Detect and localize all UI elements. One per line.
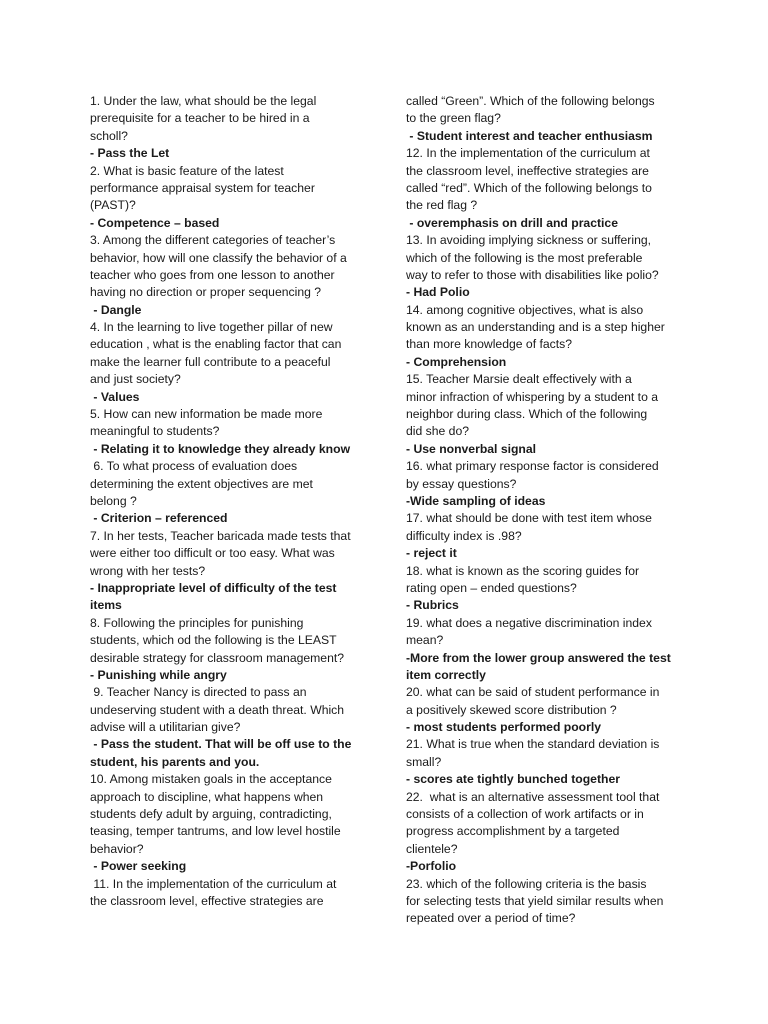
question-line: 3. Among the different categories of teacher’s bbox=[90, 233, 336, 248]
question-line: teacher who goes from one lesson to another bbox=[90, 267, 335, 282]
question-line: 19. what does a negative discrimination index bbox=[406, 615, 652, 630]
question-line: 11. In the implementation of the curriculum at bbox=[90, 876, 337, 891]
question-line: difficulty index is .98? bbox=[406, 528, 522, 543]
question-line: the classroom level, effective strategies are bbox=[90, 893, 324, 908]
question-line: performance appraisal system for teacher bbox=[90, 180, 315, 195]
question-line: and just society? bbox=[90, 372, 181, 387]
question-line: way to refer to those with disabilities like polio? bbox=[406, 267, 659, 282]
question-line: teasing, temper tantrums, and low level hostile bbox=[90, 824, 341, 839]
answer-line: - Rubrics bbox=[406, 598, 459, 613]
question-line: than more knowledge of facts? bbox=[406, 337, 572, 352]
question-line: 1. Under the law, what should be the legal bbox=[90, 94, 317, 108]
answer-line: -Porfolio bbox=[406, 859, 457, 874]
question-line: neighbor during class. Which of the following bbox=[406, 407, 648, 422]
answer-line: - Dangle bbox=[90, 302, 142, 317]
answer-line: - Competence – based bbox=[90, 215, 220, 230]
answer-line: - Punishing while angry bbox=[90, 667, 227, 682]
answer-line: - Use nonverbal signal bbox=[406, 441, 537, 456]
question-line: 14. among cognitive objectives, what is also bbox=[406, 302, 644, 317]
question-line: 4. In the learning to live together pillar of new bbox=[90, 320, 333, 335]
question-line: 9. Teacher Nancy is directed to pass an bbox=[90, 685, 307, 700]
question-line: 8. Following the principles for punishing bbox=[90, 615, 304, 630]
question-line: prerequisite for a teacher to be hired in a bbox=[90, 111, 310, 126]
question-line: small? bbox=[406, 754, 442, 769]
right-text-column bbox=[406, 93, 686, 928]
question-line: 13. In avoiding implying sickness or suffering, bbox=[406, 233, 652, 248]
question-line: consists of a collection of work artifacts or in bbox=[406, 807, 644, 822]
question-line: rating open – ended questions? bbox=[406, 580, 577, 595]
question-line: make the learner full contribute to a peaceful bbox=[90, 354, 331, 369]
question-line: 2. What is basic feature of the latest bbox=[90, 163, 284, 178]
answer-line: - scores ate tightly bunched together bbox=[406, 772, 620, 787]
question-line: students defy adult by arguing, contradicting, bbox=[90, 807, 332, 822]
answer-line: - most students performed poorly bbox=[406, 720, 602, 735]
question-line: approach to discipline, what happens when bbox=[90, 789, 324, 804]
answer-line: - overemphasis on drill and practice bbox=[406, 215, 618, 230]
question-line: having no direction or proper sequencing ? bbox=[90, 285, 322, 300]
question-line: to the green flag? bbox=[406, 111, 501, 126]
question-line: did she do? bbox=[406, 424, 470, 439]
question-line: which of the following is the most preferable bbox=[406, 250, 643, 265]
question-line: the red flag ? bbox=[406, 198, 478, 213]
question-line: a positively skewed score distribution ? bbox=[406, 702, 617, 717]
answer-line: - Pass the Let bbox=[90, 146, 170, 161]
question-line: 10. Among mistaken goals in the acceptance bbox=[90, 772, 332, 787]
question-line: determining the extent objectives are met bbox=[90, 476, 313, 491]
question-line: behavior? bbox=[90, 841, 144, 856]
answer-line: - Student interest and teacher enthusiasm bbox=[406, 128, 653, 143]
question-line: (PAST)? bbox=[90, 198, 136, 213]
question-line: by essay questions? bbox=[406, 476, 517, 491]
question-line: behavior, how will one classify the behavior of a bbox=[90, 250, 347, 265]
question-line: desirable strategy for classroom management? bbox=[90, 650, 345, 665]
answer-line: - Pass the student. That will be off use to the bbox=[90, 737, 352, 752]
answer-line: - Power seeking bbox=[90, 859, 187, 874]
question-line: belong ? bbox=[90, 493, 137, 508]
question-line: 21. What is true when the standard deviation is bbox=[406, 737, 660, 752]
question-line: advise will a utilitarian give? bbox=[90, 720, 241, 735]
answer-line: - reject it bbox=[406, 546, 457, 561]
question-line: scholl? bbox=[90, 128, 128, 143]
question-line: known as an understanding and is a step higher bbox=[406, 320, 665, 335]
question-line: 6. To what process of evaluation does bbox=[90, 459, 298, 474]
answer-line: student, his parents and you. bbox=[90, 754, 260, 769]
question-line: 20. what can be said of student performance in bbox=[406, 685, 660, 700]
question-line: wrong with her tests? bbox=[90, 563, 206, 578]
answer-line: - Relating it to knowledge they already know bbox=[90, 441, 351, 456]
question-line: repeated over a period of time? bbox=[406, 911, 576, 926]
question-line: minor infraction of whispering by a student to a bbox=[406, 389, 659, 404]
answer-line: - Had Polio bbox=[406, 285, 470, 300]
question-line: mean? bbox=[406, 633, 444, 648]
question-line: for selecting tests that yield similar results when bbox=[406, 893, 664, 908]
question-line: 5. How can new information be made more bbox=[90, 407, 323, 422]
question-line: 18. what is known as the scoring guides for bbox=[406, 563, 640, 578]
answer-line: item correctly bbox=[406, 667, 486, 682]
answer-line: -Wide sampling of ideas bbox=[406, 493, 546, 508]
question-line: 15. Teacher Marsie dealt effectively with a bbox=[406, 372, 632, 387]
question-line: undeserving student with a death threat. Which bbox=[90, 702, 345, 717]
question-line: the classroom level, ineffective strategies are bbox=[406, 163, 649, 178]
answer-line: - Inappropriate level of difficulty of the test bbox=[90, 580, 337, 595]
question-line: called “red”. Which of the following belongs to bbox=[406, 180, 652, 195]
question-line: students, which od the following is the LEAST bbox=[90, 633, 337, 648]
answer-line: - Values bbox=[90, 389, 140, 404]
answer-line: - Criterion – referenced bbox=[90, 511, 228, 526]
question-line: meaningful to students? bbox=[90, 424, 220, 439]
question-line: 12. In the implementation of the curriculum at bbox=[406, 146, 650, 161]
question-line: 22. what is an alternative assessment tool that bbox=[406, 789, 660, 804]
question-line: education , what is the enabling factor that can bbox=[90, 337, 342, 352]
question-line: 16. what primary response factor is considered bbox=[406, 459, 659, 474]
question-line: 17. what should be done with test item whose bbox=[406, 511, 652, 526]
answer-line: -More from the lower group answered the test bbox=[406, 650, 671, 665]
question-line: 23. which of the following criteria is the basis bbox=[406, 876, 647, 891]
question-line: were either too difficult or too easy. What was bbox=[90, 546, 335, 561]
answer-line: items bbox=[90, 598, 122, 613]
question-line: called “Green”. Which of the following belongs bbox=[406, 94, 655, 108]
question-line: clientele? bbox=[406, 841, 458, 856]
question-line: progress accomplishment by a targeted bbox=[406, 824, 620, 839]
answer-line: - Comprehension bbox=[406, 354, 507, 369]
question-line: 7. In her tests, Teacher baricada made tests that bbox=[90, 528, 351, 543]
left-text-column bbox=[90, 93, 370, 910]
